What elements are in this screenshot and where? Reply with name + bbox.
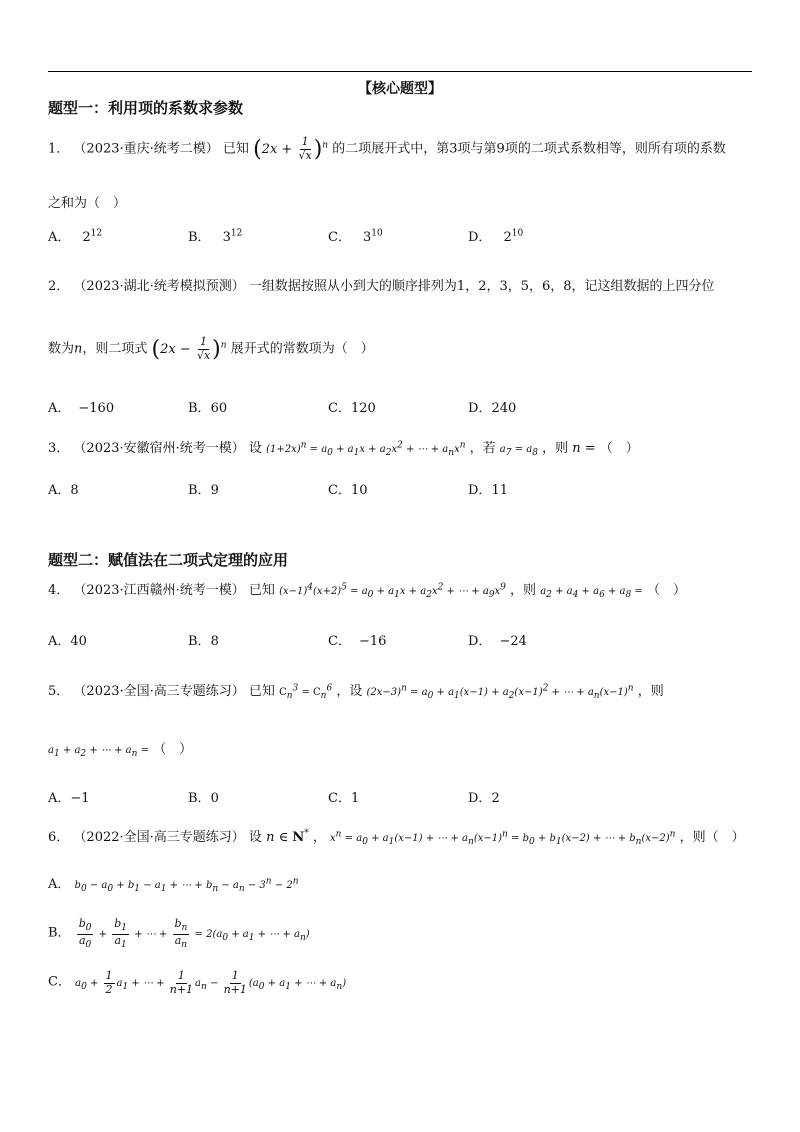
math-domain: n ∈ N*	[266, 828, 309, 845]
question-source: （2023·江西赣州·统考一模）	[73, 583, 245, 598]
question-5: 5． （2023·全国·高三专题练习） 已知 Cn3 = Cn6 ，设 (2x−3)n = a0 + a1(x−1) + a2(x−1)2 + ⋯ + an(x−1)n ，则	[48, 683, 664, 701]
math-condition: a7 = a8	[499, 444, 538, 458]
option-a: A． b0 − a0 + b1 − a1 + ⋯ + bn − an − 3n − 2n	[48, 876, 299, 894]
option-c: C．10	[328, 483, 368, 498]
question-4: 4． （2023·江西赣州·统考一模） 已知 (x−1)4(x+2)5 = a0 + a1x + a2x2 + ⋯ + a9x9 ，则 a2 + a4 + a6 + a8 = （ ）	[48, 582, 686, 600]
option-b: B．9	[188, 483, 219, 498]
option-c: C．1	[328, 791, 360, 806]
math-binomial: (2x − $\frac{1}{√x}$ )$^n$	[151, 335, 227, 362]
option-a: A．40	[48, 634, 87, 649]
math-option-b: $\frac{b_0}{a_0}$ + $\frac{b_1}{a_1}$ + ⋯ + $\frac{b_n}{a_n}$ = 2(a0 + a1 + ⋯ + an)	[78, 917, 310, 950]
option-b: B．8	[188, 634, 219, 649]
question-source: （2023·重庆·统考二模）	[73, 141, 219, 157]
math-combination: Cn3 = Cn6	[279, 683, 333, 701]
option-c: C．120	[328, 401, 376, 416]
question-5-continued: a1 + a2 + ⋯ + an = （ ）	[48, 742, 193, 759]
math-option-c: a0 + $\frac{1}{2}$ a1 + ⋯ + $\frac{1}{n+1}$ an − $\frac{1}{n+1}$ (a0 + a1 + ⋯ + an)	[75, 969, 347, 996]
question-1-continued: 之和为（ ）	[48, 196, 127, 211]
question-number: 3．	[48, 441, 70, 456]
section-1-title: 题型一：利用项的系数求参数	[48, 99, 244, 117]
question-source: （2023·湖北·统考模拟预测）	[73, 279, 245, 294]
option-b: B．0	[188, 791, 219, 806]
question-1: 1． （2023·重庆·统考二模） 已知 (2x + $\frac{1}{√x}$ )$^n$ 的二项展开式中，第3项与第9项的二项式系数相等，则所有项的系数	[48, 135, 726, 162]
math-sum: a1 + a2 + ⋯ + an =	[48, 745, 149, 759]
option-b: B． $3^{12}$	[188, 228, 243, 245]
option-c: C． a0 + $\frac{1}{2}$ a1 + ⋯ + $\frac{1}{n+1}$ an − $\frac{1}{n+1}$ (a0 + a1 + ⋯ + an)	[48, 969, 347, 996]
option-b: B．60	[188, 401, 228, 416]
option-a: A． −160	[48, 401, 115, 416]
question-number: 2．	[48, 279, 70, 294]
math-option-a: b0 − a0 + b1 − a1 + ⋯ + bn − an − 3n − 2n	[74, 876, 299, 894]
question-source: （2023·安徽宿州·统考一模）	[73, 441, 245, 456]
option-d: D． $2^{10}$	[468, 228, 524, 245]
math-expansion: (x−1)4(x+2)5 = a0 + a1x + a2x2 + ⋯ + a9x9	[279, 582, 506, 600]
question-6: 6． （2022·全国·高三专题练习） 设 n ∈ N* ， xn = a0 + a1(x−1) + ⋯ + an(x−1)n = b0 + b1(x−2) + ⋯ + bn(x−2)n ，则（ ）	[48, 828, 745, 847]
section-2-title: 题型二：赋值法在二项式定理的应用	[48, 551, 289, 569]
question-2-continued: 数为n，则二项式 (2x − $\frac{1}{√x}$ )$^n$ 展开式的常数项为（ ）	[48, 335, 374, 362]
header-rule	[48, 71, 752, 72]
question-number: 5．	[48, 684, 70, 699]
question-number: 1．	[48, 141, 70, 157]
math-expansion: (1+2x)n = a0 + a1x + a2x2 + ⋯ + anxn	[266, 440, 466, 458]
question-number: 6．	[48, 830, 70, 845]
option-b: B． $\frac{b_0}{a_0}$ + $\frac{b_1}{a_1}$ + ⋯ + $\frac{b_n}{a_n}$ = 2(a0 + a1 + ⋯ + an)	[48, 917, 310, 950]
math-n: n =	[572, 441, 596, 456]
math-expansion: (2x−3)n = a0 + a1(x−1) + a2(x−1)2 + ⋯ + an(x−1)n	[366, 683, 634, 701]
option-a: A．−1	[48, 791, 90, 806]
option-a: A． $2^{12}$	[48, 228, 103, 245]
page-title: 【核心题型】	[358, 81, 442, 97]
math-identity: xn = a0 + a1(x−1) + ⋯ + an(x−1)n = b0 + b1(x−2) + ⋯ + bn(x−2)n	[330, 829, 676, 847]
option-c: C． −16	[328, 634, 387, 649]
option-a: A．8	[48, 483, 79, 498]
question-source: （2022·全国·高三专题练习）	[73, 830, 245, 845]
math-sum: a2 + a4 + a6 + a8 =	[540, 586, 643, 600]
option-d: D． −24	[468, 634, 527, 649]
option-d: D．240	[468, 401, 517, 416]
question-number: 4．	[48, 583, 70, 598]
question-3: 3． （2023·安徽宿州·统考一模） 设 (1+2x)n = a0 + a1x + a2x2 + ⋯ + anxn ，若 a7 = a8 ，则 n = （ ）	[48, 440, 639, 458]
question-2: 2． （2023·湖北·统考模拟预测） 一组数据按照从小到大的顺序排列为1，2，3，5，6，8，记这组数据的上四分位	[48, 279, 715, 294]
option-d: D．2	[468, 791, 500, 806]
option-d: D．11	[468, 483, 508, 498]
option-c: C． $3^{10}$	[328, 228, 383, 245]
math-binomial: (2x + $\frac{1}{√x}$ )$^n$	[253, 135, 329, 162]
question-source: （2023·全国·高三专题练习）	[73, 684, 245, 699]
